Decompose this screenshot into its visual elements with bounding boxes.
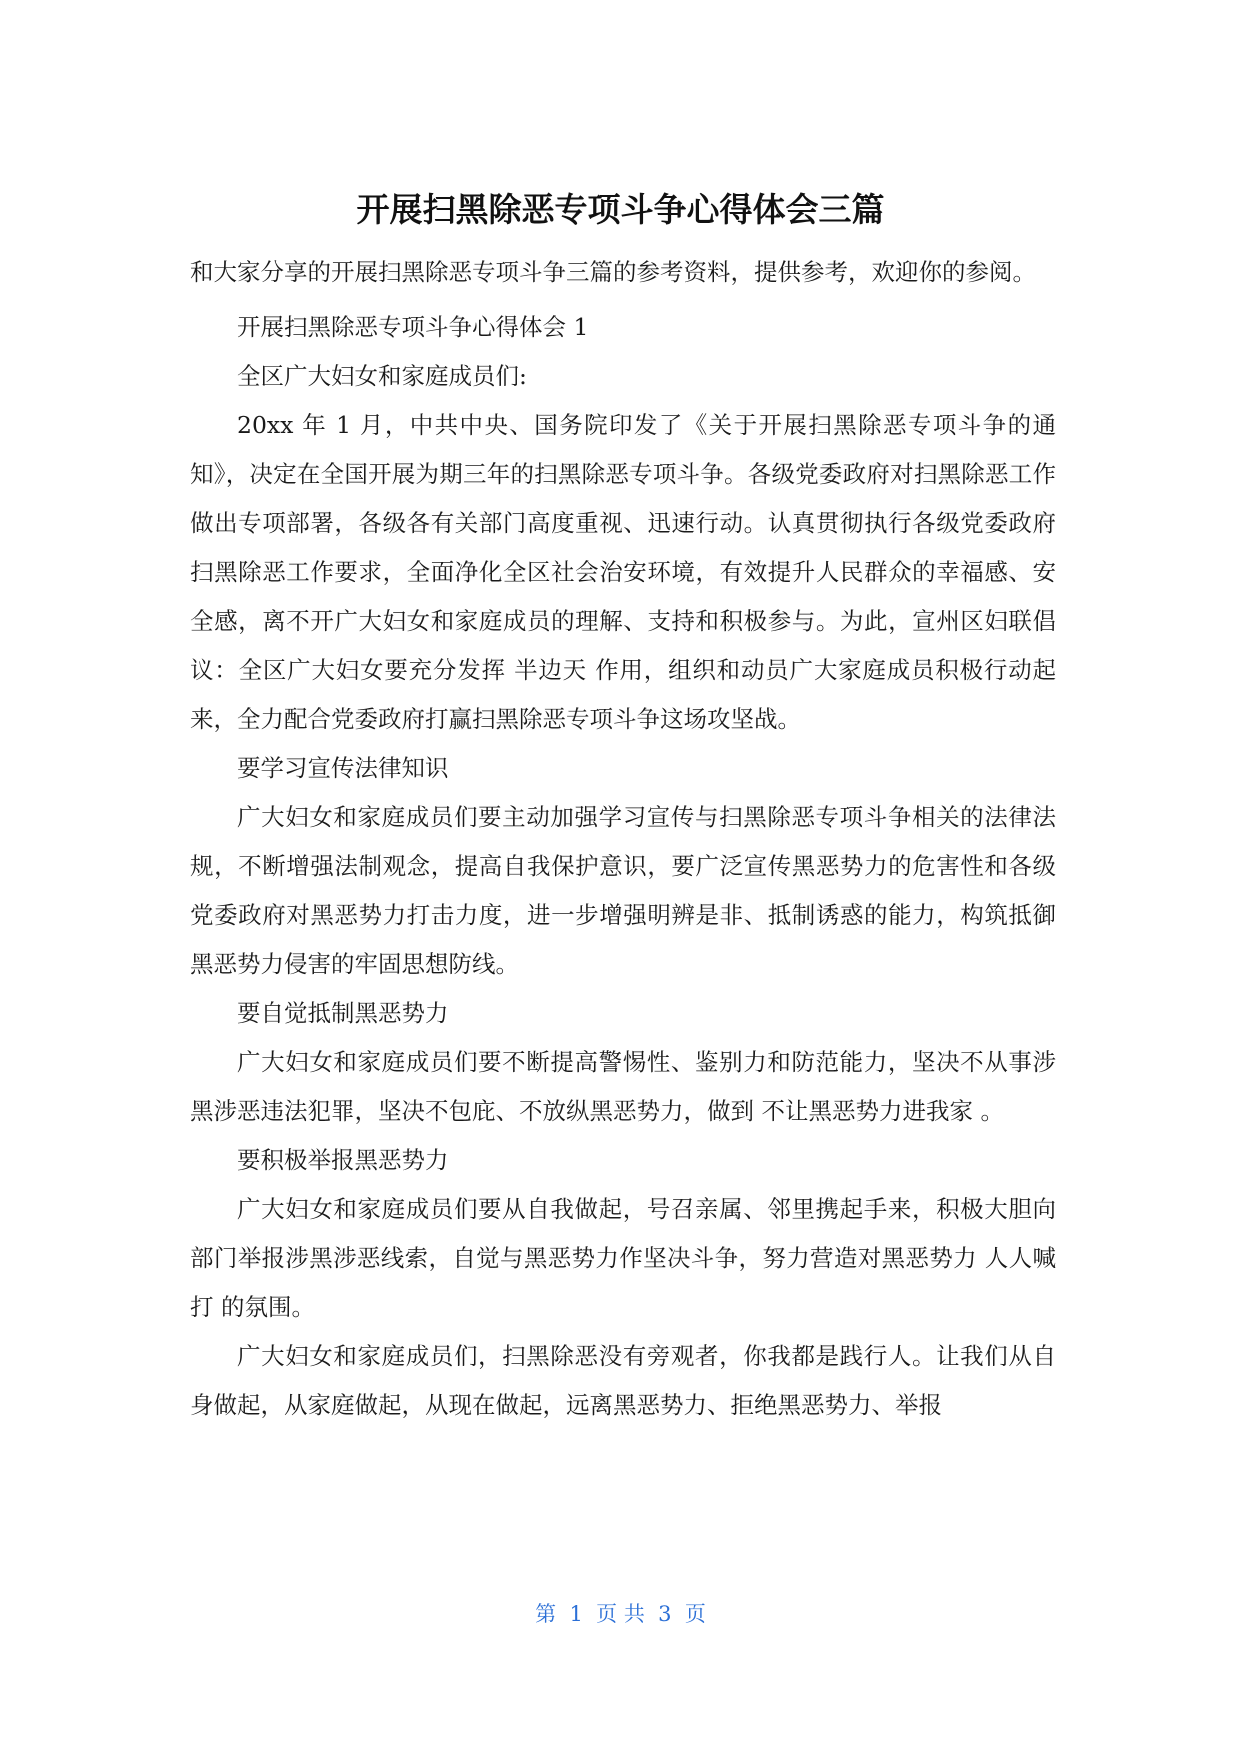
body-paragraph: 20xx 年 1 月，中共中央、国务院印发了《关于开展扫黑除恶专项斗争的通知》，决定在全国开展为期三年的扫黑除恶专项斗争。各级党委政府对扫黑除恶工作做出专项部署，各级各有关部门高度重视、迅速行动。认真贯彻执行各级党委政府扫黑除恶工作要求，全面净化全区社会治安环境，有效提升人民群众的幸福感、安全感，离不开广大妇女和家庭成员的理解、支持和积极参与。为此，宣州区妇联倡议：全区广大妇女要充分发挥 半边天 作用，组织和动员广大家庭成员积极行动起来，全力配合党委政府打赢扫黑除恶专项斗争这场攻坚战。 xyxy=(190,411,1056,733)
body-paragraph: 广大妇女和家庭成员们要主动加强学习宣传与扫黑除恶专项斗争相关的法律法规，不断增强法制观念，提高自我保护意识，要广泛宣传黑恶势力的危害性和各级党委政府对黑恶势力打击力度，进一步增强明辨是非、抵制诱惑的能力，构筑抵御黑恶势力侵害的牢固思想防线。 xyxy=(190,803,1056,978)
salutation: 全区广大妇女和家庭成员们: xyxy=(237,362,527,390)
subheading: 要积极举报黑恶势力 xyxy=(237,1146,449,1174)
subheading: 要学习宣传法律知识 xyxy=(237,754,449,782)
body-paragraph: 广大妇女和家庭成员们，扫黑除恶没有旁观者，你我都是践行人。让我们从自身做起，从家庭做起，从现在做起，远离黑恶势力、拒绝黑恶势力、举报 xyxy=(190,1342,1056,1419)
page-number-footer: 第 1 页 共 3 页 xyxy=(535,1602,706,1626)
document-body xyxy=(190,248,1056,1430)
body-paragraph: 广大妇女和家庭成员们要从自我做起，号召亲属、邻里携起手来，积极大胆向部门举报涉黑涉恶线索，自觉与黑恶势力作坚决斗争，努力营造对黑恶势力 人人喊打 的氛围。 xyxy=(190,1195,1056,1321)
intro-paragraph: 和大家分享的开展扫黑除恶专项斗争三篇的参考资料，提供参考，欢迎你的参阅。 xyxy=(190,258,1036,286)
subheading: 要自觉抵制黑恶势力 xyxy=(237,999,449,1027)
body-paragraph: 广大妇女和家庭成员们要不断提高警惕性、鉴别力和防范能力，坚决不从事涉黑涉恶违法犯罪，坚决不包庇、不放纵黑恶势力，做到 不让黑恶势力进我家 。 xyxy=(190,1048,1056,1125)
section-heading: 开展扫黑除恶专项斗争心得体会 1 xyxy=(237,313,589,341)
document-title: 开展扫黑除恶专项斗争心得体会三篇 xyxy=(356,190,885,229)
